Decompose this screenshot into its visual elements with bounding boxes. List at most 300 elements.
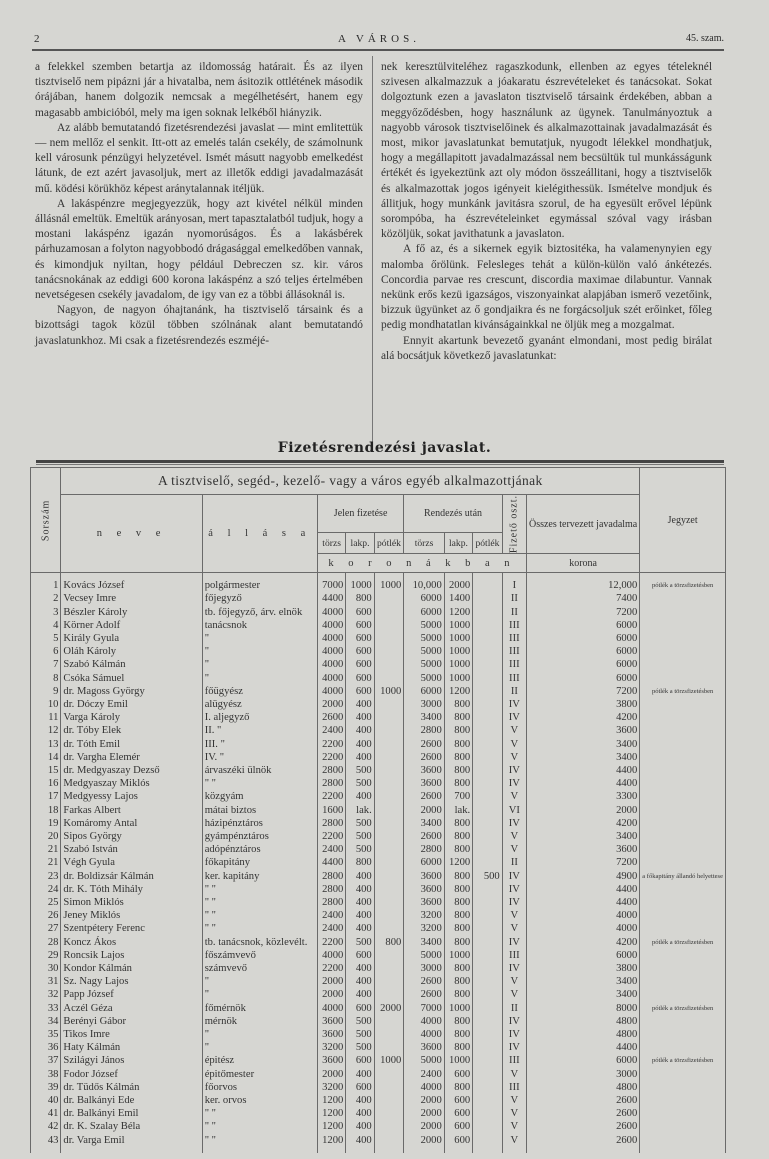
employee-position: I. aljegyző — [202, 711, 317, 724]
current-base: 2800 — [317, 764, 345, 777]
reform-base: 6000 — [404, 606, 444, 619]
employee-name: dr. Tüdős Kálmán — [61, 1081, 202, 1094]
current-base: 2200 — [317, 936, 345, 949]
current-bonus — [374, 988, 404, 1001]
remark: a főkapitány állandó helyettese — [640, 870, 726, 883]
total-salary: 4400 — [526, 764, 639, 777]
current-housing: 600 — [346, 658, 374, 671]
current-base: 2800 — [317, 777, 345, 790]
total-salary: 3000 — [526, 1068, 639, 1081]
reform-base: 5000 — [404, 645, 444, 658]
reform-base: 2000 — [404, 804, 444, 817]
page-number: 2 — [34, 33, 42, 45]
current-bonus — [374, 1094, 404, 1107]
remark — [640, 751, 726, 764]
reform-bonus — [473, 619, 503, 632]
issue-number: 45. szam. — [685, 33, 724, 44]
reform-base: 3600 — [404, 777, 444, 790]
row-index: 27 — [31, 922, 61, 935]
employee-name: Szabó Kálmán — [61, 658, 202, 671]
reform-bonus — [473, 922, 503, 935]
employee-name: Oláh Károly — [61, 645, 202, 658]
reform-bonus — [473, 573, 503, 593]
employee-name: dr. Varga Emil — [61, 1134, 202, 1153]
row-index: 8 — [31, 672, 61, 685]
reform-base: 5000 — [404, 949, 444, 962]
reform-bonus — [473, 1015, 503, 1028]
employee-name: Papp József — [61, 988, 202, 1001]
remark — [640, 606, 726, 619]
reform-base: 3600 — [404, 870, 444, 883]
col-header-current-housing: lakp. — [346, 533, 374, 554]
row-index: 13 — [31, 738, 61, 751]
article-paragraph: Nagyon, de nagyon óhajtanánk, ha tisztviselő társaink és a bizottsági tagok közül többen szólnának alant bemutatandó javaslatunkhoz. Mi csak a fizetésrendezés eszméjé- — [35, 304, 363, 347]
row-index: 21 — [31, 843, 61, 856]
remark — [640, 592, 726, 605]
current-housing: 800 — [346, 592, 374, 605]
reform-bonus — [473, 738, 503, 751]
table-row — [31, 896, 726, 909]
current-housing: 600 — [346, 1054, 374, 1067]
reform-base: 2000 — [404, 1120, 444, 1133]
salary-class: IV — [502, 1041, 526, 1054]
employee-position: polgármester — [202, 573, 317, 593]
reform-bonus — [473, 975, 503, 988]
reform-housing: 1200 — [444, 856, 472, 869]
current-bonus — [374, 856, 404, 869]
reform-housing: 800 — [444, 777, 472, 790]
employee-position: II. " — [202, 724, 317, 737]
total-salary: 4400 — [526, 777, 639, 790]
reform-bonus — [473, 751, 503, 764]
reform-base: 3200 — [404, 909, 444, 922]
reform-housing: 1000 — [444, 658, 472, 671]
reform-housing: 800 — [444, 830, 472, 843]
salary-class: V — [502, 988, 526, 1001]
salary-class: III — [502, 632, 526, 645]
current-housing: 400 — [346, 711, 374, 724]
reform-housing: 1200 — [444, 685, 472, 698]
table-banner: A tisztviselő, segéd-, kezelő- vagy a város egyéb alkalmazottjának — [61, 468, 640, 495]
employee-position: " " — [202, 922, 317, 935]
total-salary: 7200 — [526, 606, 639, 619]
current-housing: 500 — [346, 1041, 374, 1054]
table-row — [31, 698, 726, 711]
total-salary: 4800 — [526, 1028, 639, 1041]
reform-base: 2400 — [404, 1068, 444, 1081]
article-paragraph: Az alább bemutatandó fizetésrendezési javaslat — mint emlitettük — nem mellőz el senkit. Itt-ott az emelés talán csekély, de számolnunk kell városunk pénzügyi helyzetével. Ismét másutt nagyobb emelkedést látunk, de ezt azért javasoljuk, mert az illetők eddigi javadalmazását mű. ködési körükhöz képest aránytalannak itéljük. — [35, 121, 363, 195]
salary-class: IV — [502, 777, 526, 790]
salary-class: III — [502, 672, 526, 685]
reform-bonus — [473, 856, 503, 869]
table-row — [31, 1068, 726, 1081]
reform-housing: 1000 — [444, 1054, 472, 1067]
reform-bonus — [473, 790, 503, 803]
current-housing: 400 — [346, 1120, 374, 1133]
total-salary: 2000 — [526, 804, 639, 817]
table-row — [31, 685, 726, 698]
remark: pótlék a törzsfizetésben — [640, 1054, 726, 1067]
current-base: 2800 — [317, 883, 345, 896]
current-housing: 400 — [346, 962, 374, 975]
reform-bonus — [473, 1054, 503, 1067]
reform-bonus — [473, 1094, 503, 1107]
employee-name: Sipos György — [61, 830, 202, 843]
salary-class: II — [502, 606, 526, 619]
employee-name: dr. Tóth Emil — [61, 738, 202, 751]
employee-name: Kondor Kálmán — [61, 962, 202, 975]
total-salary: 3400 — [526, 830, 639, 843]
total-salary: 4200 — [526, 711, 639, 724]
remark: pótlék a törzsfizetésben — [640, 936, 726, 949]
employee-name: Roncsik Lajos — [61, 949, 202, 962]
current-bonus — [374, 975, 404, 988]
reform-base: 3600 — [404, 883, 444, 896]
reform-base: 3400 — [404, 711, 444, 724]
current-bonus — [374, 606, 404, 619]
reform-housing: 2000 — [444, 573, 472, 593]
row-index: 21 — [31, 856, 61, 869]
employee-name: Berényi Gábor — [61, 1015, 202, 1028]
current-base: 1600 — [317, 804, 345, 817]
table-row — [31, 936, 726, 949]
reform-bonus — [473, 1028, 503, 1041]
col-header-name: n e v e — [61, 495, 202, 573]
total-salary: 6000 — [526, 672, 639, 685]
current-housing: 600 — [346, 619, 374, 632]
row-index: 39 — [31, 1081, 61, 1094]
article-paragraph: a felekkel szemben betartja az ildomosság határait. És az ilyen tisztviselő nem pipázni jár a hivatalba, nem ásitozik ottlétének második órájában, hanem dolgozik nemcsak a megélhetésért, hanem egy magasabb ambicióból, mely ma igen soknak lelkéből hiányzik. — [35, 61, 363, 119]
employee-name: dr. Boldizsár Kálmán — [61, 870, 202, 883]
row-index: 32 — [31, 988, 61, 1001]
units-total: korona — [526, 554, 639, 573]
reform-bonus — [473, 1002, 503, 1015]
salary-class: III — [502, 658, 526, 671]
employee-position: " " — [202, 909, 317, 922]
reform-base: 3000 — [404, 962, 444, 975]
current-bonus — [374, 1107, 404, 1120]
employee-name: dr. Balkányi Emil — [61, 1107, 202, 1120]
employee-position: " — [202, 632, 317, 645]
salary-class: V — [502, 830, 526, 843]
reform-base: 2000 — [404, 1134, 444, 1153]
employee-position: alügyész — [202, 698, 317, 711]
total-salary: 4000 — [526, 922, 639, 935]
reform-housing: 800 — [444, 1028, 472, 1041]
employee-position: épitőmester — [202, 1068, 317, 1081]
article-column-right — [381, 60, 712, 364]
current-housing: 600 — [346, 685, 374, 698]
total-salary: 4800 — [526, 1081, 639, 1094]
current-housing: 500 — [346, 830, 374, 843]
current-housing: 500 — [346, 777, 374, 790]
col-header-salary-class: Fizető oszt. — [502, 495, 526, 554]
current-base: 2000 — [317, 975, 345, 988]
reform-base: 2800 — [404, 843, 444, 856]
reform-base: 3600 — [404, 764, 444, 777]
reform-base: 2800 — [404, 724, 444, 737]
employee-position: " — [202, 988, 317, 1001]
employee-position: " — [202, 658, 317, 671]
reform-housing: 800 — [444, 962, 472, 975]
total-salary: 6000 — [526, 949, 639, 962]
salary-class: V — [502, 843, 526, 856]
current-base: 4000 — [317, 672, 345, 685]
employee-position: " " — [202, 896, 317, 909]
reform-housing: 1000 — [444, 645, 472, 658]
table-row — [31, 672, 726, 685]
reform-bonus — [473, 711, 503, 724]
col-header-index: Sorszám — [31, 468, 61, 573]
reform-base: 10,000 — [404, 573, 444, 593]
current-base: 1200 — [317, 1094, 345, 1107]
row-index: 26 — [31, 909, 61, 922]
current-base: 2800 — [317, 870, 345, 883]
col-header-after-reform: Rendezés után — [404, 495, 502, 533]
current-base: 1200 — [317, 1134, 345, 1153]
remark — [640, 1094, 726, 1107]
total-salary: 7400 — [526, 592, 639, 605]
reform-bonus — [473, 592, 503, 605]
total-salary: 3400 — [526, 975, 639, 988]
employee-name: Vecsey Imre — [61, 592, 202, 605]
reform-bonus — [473, 962, 503, 975]
reform-bonus — [473, 804, 503, 817]
total-salary: 3400 — [526, 988, 639, 1001]
salary-class: IV — [502, 883, 526, 896]
remark — [640, 817, 726, 830]
remark — [640, 1081, 726, 1094]
reform-base: 2600 — [404, 738, 444, 751]
current-bonus: 1000 — [374, 573, 404, 593]
reform-housing: 800 — [444, 817, 472, 830]
employee-position: " " — [202, 777, 317, 790]
table-row — [31, 738, 726, 751]
remark — [640, 764, 726, 777]
salary-class: III — [502, 949, 526, 962]
reform-bonus: 500 — [473, 870, 503, 883]
reform-base: 5000 — [404, 632, 444, 645]
remark — [640, 962, 726, 975]
current-base: 4000 — [317, 606, 345, 619]
remark — [640, 830, 726, 843]
reform-housing: 800 — [444, 764, 472, 777]
remark — [640, 856, 726, 869]
col-header-current-base: törzs — [317, 533, 345, 554]
employee-position: gyámpénztáros — [202, 830, 317, 843]
employee-position: főmérnök — [202, 1002, 317, 1015]
current-housing: 400 — [346, 922, 374, 935]
salary-class: I — [502, 573, 526, 593]
current-base: 4400 — [317, 856, 345, 869]
employee-position: főszámvevő — [202, 949, 317, 962]
row-index: 24 — [31, 883, 61, 896]
employee-name: Koncz Ákos — [61, 936, 202, 949]
current-base: 3200 — [317, 1081, 345, 1094]
table-row — [31, 843, 726, 856]
current-housing: 400 — [346, 988, 374, 1001]
total-salary: 2600 — [526, 1107, 639, 1120]
employee-name: Haty Kálmán — [61, 1041, 202, 1054]
reform-base: 2600 — [404, 790, 444, 803]
reform-housing: 600 — [444, 1134, 472, 1153]
remark — [640, 645, 726, 658]
remark — [640, 1028, 726, 1041]
current-housing: 600 — [346, 672, 374, 685]
row-index: 36 — [31, 1041, 61, 1054]
reform-housing: 800 — [444, 936, 472, 949]
current-bonus — [374, 909, 404, 922]
reform-housing: lak. — [444, 804, 472, 817]
employee-position: házipénztáros — [202, 817, 317, 830]
reform-base: 4000 — [404, 1028, 444, 1041]
remark: pótlék a törzsfizetésben — [640, 573, 726, 593]
remark — [640, 922, 726, 935]
table-row — [31, 949, 726, 962]
current-housing: 600 — [346, 1002, 374, 1015]
current-bonus: 1000 — [374, 1054, 404, 1067]
row-index: 30 — [31, 962, 61, 975]
salary-class: V — [502, 1107, 526, 1120]
table-row — [31, 856, 726, 869]
current-housing: 400 — [346, 975, 374, 988]
remark — [640, 777, 726, 790]
article-paragraph: Ennyit akartunk bevezető gyanánt elmondani, most pedig birálat alá bocsátjuk következő javaslatunkat: — [381, 334, 712, 362]
employee-name: dr. Balkányi Ede — [61, 1094, 202, 1107]
employee-name: Körner Adolf — [61, 619, 202, 632]
table-row — [31, 777, 726, 790]
row-index: 38 — [31, 1068, 61, 1081]
table-row — [31, 870, 726, 883]
row-index: 2 — [31, 592, 61, 605]
title-rule-thin — [36, 464, 724, 465]
remark — [640, 1134, 726, 1153]
employee-position: épitész — [202, 1054, 317, 1067]
table-row — [31, 988, 726, 1001]
reform-bonus — [473, 606, 503, 619]
table-row — [31, 619, 726, 632]
article-paragraph: A lakáspénzre megjegyezzük, hogy azt kivétel nélkül minden állásnál emeltük. Emeltük arányosan, mert tapasztalatból tudjuk, hogy a mostani lakáspénz igazán nyomorúságos. És a lakásbérek párhuzamosan a folyton nagyobbodó drágasággal emelkedőben vannak, és kimondjuk nyiltan, hogy például Debreczen sz. kir. város tanácsnokának az eddigi 600 korona lakáspénz a szó teljes értelmében nevetségesen csekély javadalom, de igy van ez a többi állásoknál is. — [35, 197, 364, 302]
remark — [640, 619, 726, 632]
reform-base: 5000 — [404, 672, 444, 685]
table-row — [31, 632, 726, 645]
employee-name: Csóka Sámuel — [61, 672, 202, 685]
current-base: 2800 — [317, 817, 345, 830]
row-index: 43 — [31, 1134, 61, 1153]
current-base: 2000 — [317, 698, 345, 711]
current-housing: 500 — [346, 817, 374, 830]
current-base: 4000 — [317, 632, 345, 645]
reform-bonus — [473, 896, 503, 909]
col-header-reform-bonus: pótlék — [473, 533, 503, 554]
reform-housing: 600 — [444, 1068, 472, 1081]
salary-class: V — [502, 1094, 526, 1107]
reform-housing: 800 — [444, 896, 472, 909]
reform-housing: 800 — [444, 698, 472, 711]
current-bonus — [374, 1134, 404, 1153]
current-bonus — [374, 1015, 404, 1028]
reform-housing: 800 — [444, 870, 472, 883]
reform-housing: 700 — [444, 790, 472, 803]
current-housing: 400 — [346, 1068, 374, 1081]
employee-position: mátai biztos — [202, 804, 317, 817]
employee-name: Aczél Géza — [61, 1002, 202, 1015]
reform-bonus — [473, 949, 503, 962]
current-housing: 800 — [346, 856, 374, 869]
row-index: 41 — [31, 1107, 61, 1120]
remark — [640, 1107, 726, 1120]
current-base: 2400 — [317, 909, 345, 922]
col-header-current-bonus: pótlék — [374, 533, 404, 554]
employee-position: ker. kapitány — [202, 870, 317, 883]
salary-class: V — [502, 751, 526, 764]
reform-housing: 1000 — [444, 619, 472, 632]
reform-base: 6000 — [404, 856, 444, 869]
current-bonus — [374, 830, 404, 843]
reform-housing: 600 — [444, 1094, 472, 1107]
total-salary: 3300 — [526, 790, 639, 803]
employee-name: Simon Miklós — [61, 896, 202, 909]
table-row — [31, 804, 726, 817]
table-row — [31, 909, 726, 922]
remark — [640, 724, 726, 737]
row-index: 28 — [31, 936, 61, 949]
article-paragraph: nek keresztülviteléhez ragaszkodunk, ellenben az egyes tételeknél szivesen alkalmazzuk a jóakaratu észrevételeket és tanácsokat. Sokat dolgoztunk ezen a javaslaton tisztviselő társaink érdekében, abban a meggyőződésben, hogy használunk az ügynek. Tanulmányoztuk a nagyobb városok tisztviselőinek és alkalmazottainak javadalmazását és most, mikor javaslatunkat bemutatjuk, nyugodt lélekkel mondhatjuk, hogy a megállapitott javadalmazással nem becsültük tul munkásságunk értékét és igyekeztünk azt oly módon összeállitani, hogy a tisztviselők és alkalmazottak jogos igényeit kielégithessük. Ismételve mondjuk és állitjuk, hogy munkánk javitásra szorul, de ha egyesült erővel lépünk sorompóba, ha észrevételeinket egymással szóval vagy irásban közöljük, sokat javithatunk a javaslaton. — [381, 61, 712, 241]
total-salary: 4400 — [526, 1041, 639, 1054]
salary-class: V — [502, 790, 526, 803]
employee-name: dr. Vargha Elemér — [61, 751, 202, 764]
salary-class: II — [502, 856, 526, 869]
current-base: 3600 — [317, 1015, 345, 1028]
row-index: 9 — [31, 685, 61, 698]
salary-class: IV — [502, 1028, 526, 1041]
current-housing: 400 — [346, 896, 374, 909]
units-crowns: k o r o n á k b a n — [317, 554, 526, 573]
employee-position: főügyész — [202, 685, 317, 698]
employee-position: főjegyző — [202, 592, 317, 605]
current-base: 2400 — [317, 724, 345, 737]
current-housing: 400 — [346, 1094, 374, 1107]
salary-class: V — [502, 738, 526, 751]
employee-name: Farkas Albert — [61, 804, 202, 817]
row-index: 42 — [31, 1120, 61, 1133]
employee-position: közgyám — [202, 790, 317, 803]
reform-housing: 1200 — [444, 606, 472, 619]
remark — [640, 883, 726, 896]
article-paragraph: A fő az, és a sikernek egyik biztositéka, ha valamenynyien egy malomba őrölünk. Felesleges tehát a külön-külön való ánkétezés. Concordia parvae res crescunt, discordia maximae dilabuntur. Vannak nekünk erős kezü igazságos, viszonyainkat alapjában ismerő vezetőink, bizzuk ügyünket az ő gondjaikra és ne forgácsoljuk szét erőinket, főleg pedig mondhatatlan kivánságainkkal ne öljük meg a mozgalmat. — [381, 243, 712, 332]
employee-position: " " — [202, 1107, 317, 1120]
total-salary: 7200 — [526, 856, 639, 869]
row-index: 40 — [31, 1094, 61, 1107]
employee-position: tanácsnok — [202, 619, 317, 632]
current-bonus — [374, 1068, 404, 1081]
salary-class: IV — [502, 1015, 526, 1028]
reform-bonus — [473, 830, 503, 843]
row-index: 1 — [31, 573, 61, 593]
reform-bonus — [473, 1120, 503, 1133]
current-bonus — [374, 592, 404, 605]
table-row — [31, 764, 726, 777]
salary-class: III — [502, 1054, 526, 1067]
table-row — [31, 1041, 726, 1054]
current-bonus — [374, 870, 404, 883]
table-row — [31, 573, 726, 593]
salary-class: IV — [502, 764, 526, 777]
salary-class: VI — [502, 804, 526, 817]
current-housing: 500 — [346, 764, 374, 777]
row-index: 29 — [31, 949, 61, 962]
employee-position: " " — [202, 1134, 317, 1153]
